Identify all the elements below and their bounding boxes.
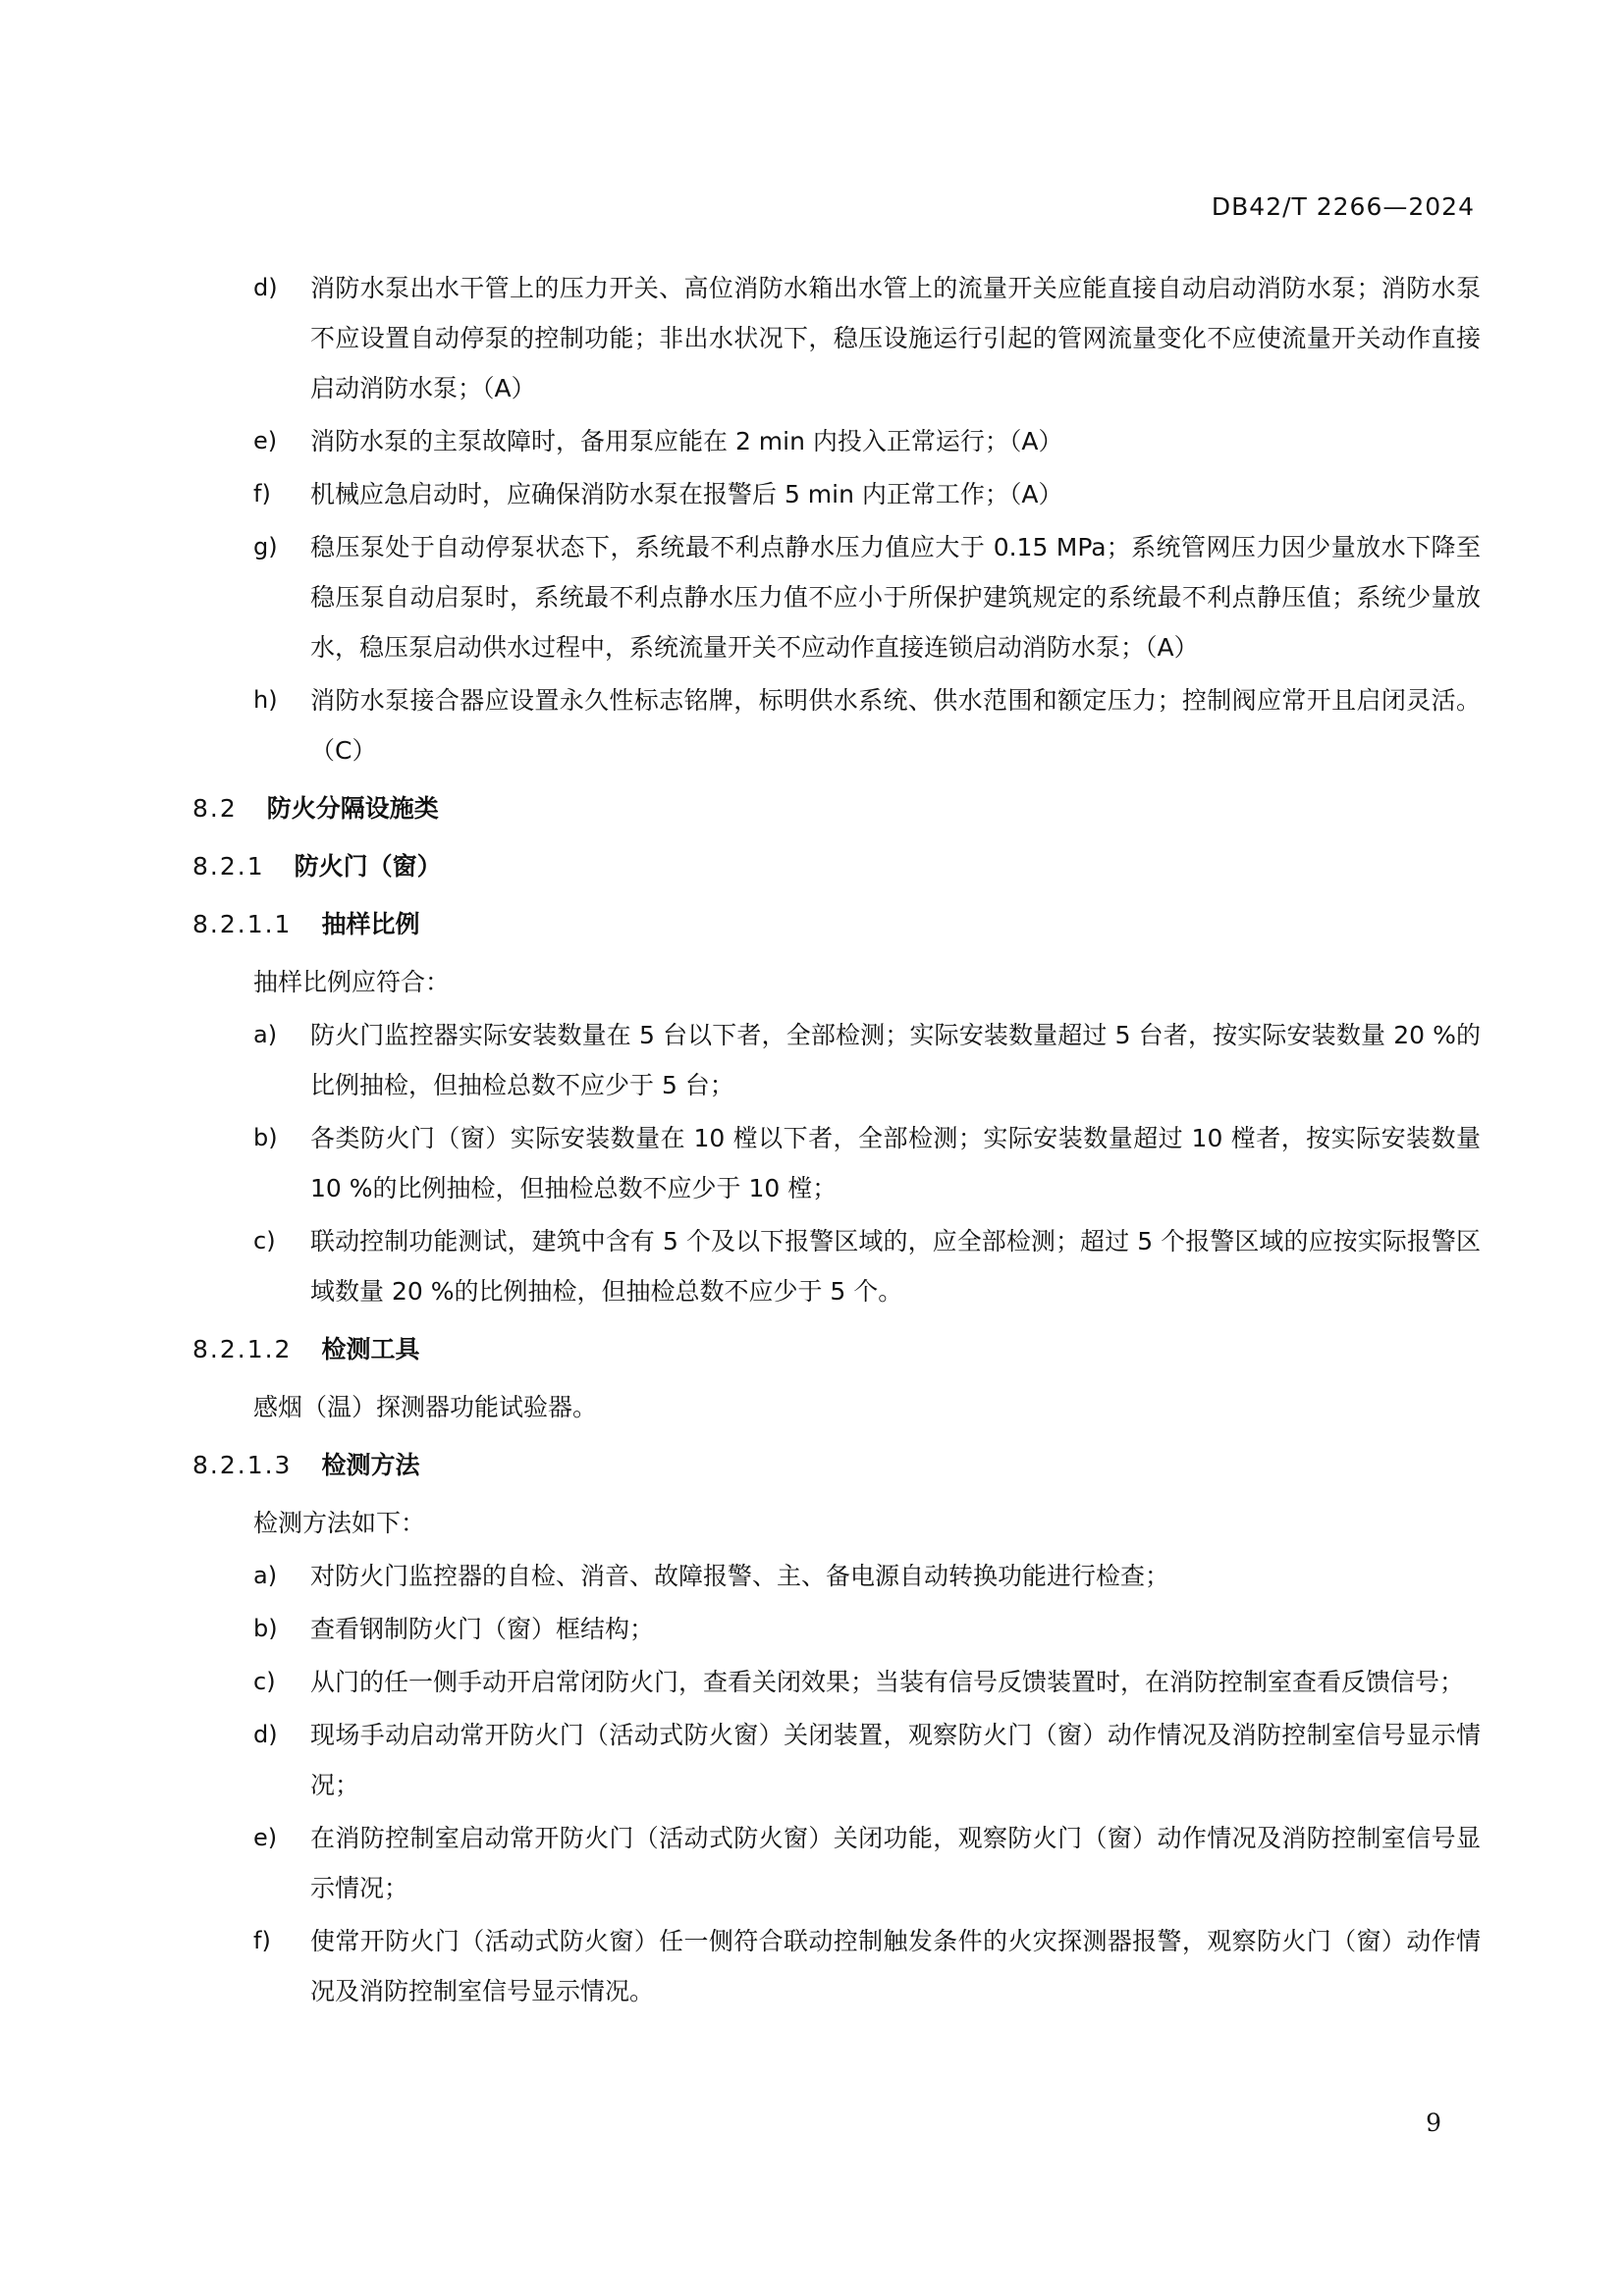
list-item [192, 1710, 1481, 1810]
section-heading-8-2-1 [192, 841, 1481, 891]
section-heading-8-2-1-3 [192, 1440, 1481, 1490]
page-number: 9 [1426, 2109, 1441, 2137]
section-heading-8-2-1-2 [192, 1324, 1481, 1374]
list-marker: e) [253, 427, 278, 454]
list-item [192, 1604, 1481, 1654]
list-item-text: 消防水泵的主泵故障时，备用泵应能在 2 min 内投入正常运行；（A） [310, 427, 1063, 455]
list-item-text: 消防水泵接合器应设置永久性标志铭牌，标明供水系统、供水范围和额定压力；控制阀应常开且启闭灵活。（C） [310, 686, 1481, 765]
list-item [192, 1113, 1481, 1213]
list-marker: a) [253, 1021, 278, 1048]
list-item [192, 1216, 1481, 1316]
list-marker: e) [253, 1824, 278, 1851]
method-intro: 检测方法如下： [253, 1509, 426, 1537]
list-item-text: 稳压泵处于自动停泵状态下，系统最不利点静水压力值应大于 0.15 MPa；系统管网压力因少量放水下降至稳压泵自动启泵时，系统最不利点静水压力值不应小于所保护建筑规定的系统最不利点静压值；系统少量放水，稳压泵启动供水过程中，系统流量开关不应动作直接连锁启动消防水泵；（A） [310, 533, 1481, 662]
list-marker: c) [253, 1668, 276, 1695]
list-item-text: 联动控制功能测试，建筑中含有 5 个及以下报警区域的，应全部检测；超过 5 个报警区域的应按实际报警区域数量 20 %的比例抽检，但抽检总数不应少于 5 个。 [310, 1227, 1481, 1306]
list-item [192, 1551, 1481, 1601]
list-item-text: 消防水泵出水干管上的压力开关、高位消防水箱出水管上的流量开关应能直接自动启动消防水泵；消防水泵不应设置自动停泵的控制功能；非出水状况下，稳压设施运行引起的管网流量变化不应使流量开关动作直接启动消防水泵；（A） [310, 274, 1481, 402]
list-item-text: 从门的任一侧手动开启常闭防火门，查看关闭效果；当装有信号反馈装置时，在消防控制室查看反馈信号； [310, 1668, 1465, 1696]
list-item-text: 使常开防火门（活动式防火窗）任一侧符合联动控制触发条件的火灾探测器报警，观察防火门（窗）动作情况及消防控制室信号显示情况。 [310, 1927, 1481, 2005]
section-title: 检测工具 [321, 1335, 420, 1363]
list-item [192, 1916, 1481, 2016]
list-marker: c) [253, 1227, 276, 1255]
section-number: 8.2.1 [192, 852, 265, 881]
tools-text: 感烟（温）探测器功能试验器。 [253, 1393, 598, 1421]
list-marker: f) [253, 480, 271, 507]
section-heading-8-2 [192, 783, 1481, 833]
list-marker: g) [253, 533, 278, 561]
list-item [192, 675, 1481, 775]
list-item-text: 防火门监控器实际安装数量在 5 台以下者，全部检测；实际安装数量超过 5 台者，按实际安装数量 20 %的比例抽检，但抽检总数不应少于 5 台； [310, 1021, 1481, 1099]
list-item [192, 1010, 1481, 1110]
list-item-text: 在消防控制室启动常开防火门（活动式防火窗）关闭功能，观察防火门（窗）动作情况及消防控制室信号显示情况； [310, 1824, 1481, 1902]
list-item-text: 查看钢制防火门（窗）框结构； [310, 1615, 655, 1643]
section-title: 检测方法 [321, 1451, 420, 1479]
list-item-text: 现场手动启动常开防火门（活动式防火窗）关闭装置，观察防火门（窗）动作情况及消防控制室信号显示情况； [310, 1721, 1481, 1799]
list-item [192, 522, 1481, 672]
section-number: 8.2 [192, 794, 238, 823]
list-marker: d) [253, 274, 278, 301]
section-title: 防火门（窗） [294, 852, 442, 881]
list-item [192, 1657, 1481, 1707]
list-item-text: 各类防火门（窗）实际安装数量在 10 樘以下者，全部检测；实际安装数量超过 10 樘者，按实际安装数量 10 %的比例抽检，但抽检总数不应少于 10 樘； [310, 1124, 1481, 1202]
list-item-text: 机械应急启动时，应确保消防水泵在报警后 5 min 内正常工作；（A） [310, 480, 1063, 508]
section-number: 8.2.1.2 [192, 1335, 293, 1363]
list-marker: b) [253, 1615, 278, 1642]
sampling-intro: 抽样比例应符合： [253, 968, 451, 996]
section-title: 防火分隔设施类 [266, 794, 439, 823]
list-item [192, 1813, 1481, 1913]
list-marker: h) [253, 686, 278, 714]
page-content [192, 263, 1481, 2019]
list-marker: a) [253, 1562, 278, 1589]
document-code: DB42/T 2266—2024 [1211, 192, 1475, 221]
list-marker: f) [253, 1927, 271, 1954]
section-number: 8.2.1.1 [192, 910, 293, 938]
section-title: 抽样比例 [321, 910, 420, 938]
list-marker: b) [253, 1124, 278, 1151]
list-item [192, 469, 1481, 519]
list-item-text: 对防火门监控器的自检、消音、故障报警、主、备电源自动转换功能进行检查； [310, 1562, 1170, 1590]
list-marker: d) [253, 1721, 278, 1748]
list-item [192, 416, 1481, 466]
section-heading-8-2-1-1 [192, 899, 1481, 949]
section-number: 8.2.1.3 [192, 1451, 293, 1479]
list-item [192, 263, 1481, 413]
